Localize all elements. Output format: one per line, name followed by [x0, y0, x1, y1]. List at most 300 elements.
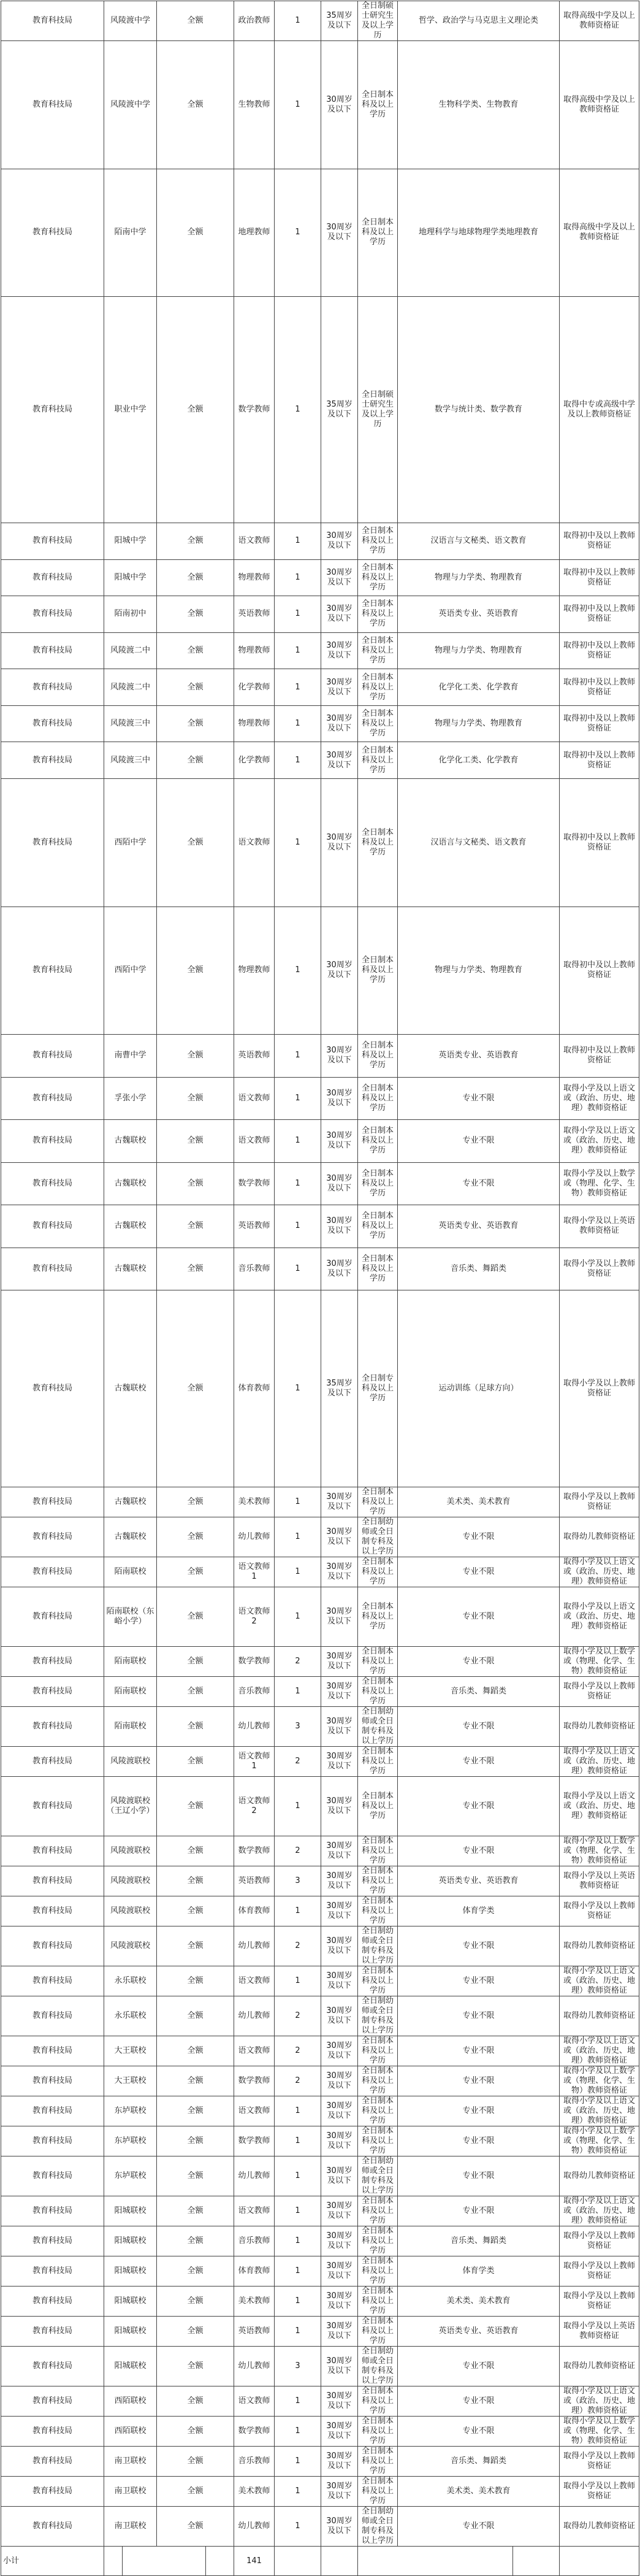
total-empty-cell: [206, 2547, 234, 2576]
education-cell: 全日制本科及以上学历: [358, 907, 398, 1035]
major-cell: 音乐类、舞蹈类: [398, 2226, 560, 2256]
major-cell: 专业不限: [398, 2417, 560, 2447]
post-cell: 幼儿教师: [234, 2347, 275, 2386]
post-cell: 美术教师: [234, 2477, 275, 2507]
count-cell: 1: [275, 559, 321, 596]
type-cell: 全额: [157, 2447, 234, 2477]
table-row: [1, 1677, 639, 1707]
certificate-cell: 取得小学及以上语文或（政治、历史、地理）教师资格证: [560, 1587, 639, 1647]
unit-cell: 阳城联校: [104, 2226, 157, 2256]
education-cell: 全日制专科及以上学历: [358, 1290, 398, 1487]
major-cell: 音乐类、舞蹈类: [398, 1248, 560, 1290]
major-cell: 英语类专业、英语教育: [398, 596, 560, 633]
recruitment-table: [1, 1, 639, 2576]
post-cell: 语文教师2: [234, 1587, 275, 1647]
unit-cell: 风陵渡中学: [104, 41, 157, 169]
unit-cell: 陌南联校（东峪小学）: [104, 1587, 157, 1647]
certificate-cell: 取得小学及以上英语教师资格证: [560, 2317, 639, 2347]
count-cell: 1: [275, 2386, 321, 2417]
count-cell: 1: [275, 1248, 321, 1290]
age-cell: 35周岁及以下: [321, 297, 358, 523]
type-cell: 全额: [157, 1162, 234, 1205]
major-cell: 专业不限: [398, 2386, 560, 2417]
post-cell: 语文教师1: [234, 1747, 275, 1777]
major-cell: 地理科学与地球物理学类地理教育: [398, 169, 560, 297]
certificate-cell: 取得小学及以上数学或（物理、化学、生物）教师资格证: [560, 1836, 639, 1866]
age-cell: 30周岁及以下: [321, 1966, 358, 1996]
certificate-cell: 取得幼儿教师资格证: [560, 2347, 639, 2386]
major-cell: 汉语言与文秘类、语文教育: [398, 523, 560, 560]
age-cell: 35周岁及以下: [321, 1, 358, 41]
certificate-cell: 取得小学及以上教师资格证: [560, 2256, 639, 2287]
table-row: [1, 1517, 639, 1557]
table-row: [1, 1866, 639, 1896]
table-row: [1, 1707, 639, 1747]
unit-cell: 风陵渡联校: [104, 1747, 157, 1777]
education-cell: 全日制本科及以上学历: [358, 2066, 398, 2096]
age-cell: 30周岁及以下: [321, 2417, 358, 2447]
table-row: [1, 1248, 639, 1290]
post-cell: 数学教师: [234, 1162, 275, 1205]
major-cell: 化学化工类、化学教育: [398, 669, 560, 706]
certificate-cell: 取得初中及以上教师资格证: [560, 742, 639, 779]
major-cell: 专业不限: [398, 2036, 560, 2066]
count-cell: 1: [275, 2507, 321, 2547]
count-cell: 1: [275, 1517, 321, 1557]
count-cell: 1: [275, 632, 321, 669]
table-row: [1, 1926, 639, 1966]
type-cell: 全额: [157, 2347, 234, 2386]
certificate-cell: 取得小学及以上语文或（政治、历史、地理）教师资格证: [560, 2196, 639, 2226]
table-row: [1, 2126, 639, 2156]
major-cell: 生物科学类、生物教育: [398, 41, 560, 169]
major-cell: 专业不限: [398, 1747, 560, 1777]
age-cell: 30周岁及以下: [321, 1517, 358, 1557]
dept-cell: 教育科技局: [1, 1836, 104, 1866]
post-cell: 数学教师: [234, 1647, 275, 1677]
dept-cell: 教育科技局: [1, 1647, 104, 1677]
post-cell: 音乐教师: [234, 2447, 275, 2477]
major-cell: 物理与力学类、物理教育: [398, 705, 560, 742]
major-cell: 化学化工类、化学教育: [398, 742, 560, 779]
major-cell: 专业不限: [398, 2066, 560, 2096]
education-cell: 全日制本科及以上学历: [358, 2036, 398, 2066]
post-cell: 幼儿教师: [234, 2156, 275, 2196]
count-cell: 2: [275, 2066, 321, 2096]
major-cell: 专业不限: [398, 1777, 560, 1836]
dept-cell: 教育科技局: [1, 559, 104, 596]
post-cell: 语文教师: [234, 2386, 275, 2417]
dept-cell: 教育科技局: [1, 523, 104, 560]
type-cell: 全额: [157, 2287, 234, 2317]
dept-cell: 教育科技局: [1, 2477, 104, 2507]
type-cell: 全额: [157, 1205, 234, 1248]
type-cell: 全额: [157, 2477, 234, 2507]
major-cell: 专业不限: [398, 1557, 560, 1587]
unit-cell: 西陌联校: [104, 2386, 157, 2417]
certificate-cell: 取得小学及以上语文或（政治、历史、地理）教师资格证: [560, 2036, 639, 2066]
count-cell: 1: [275, 2477, 321, 2507]
count-cell: 1: [275, 1557, 321, 1587]
type-cell: 全额: [157, 1966, 234, 1996]
post-cell: 数学教师: [234, 2417, 275, 2447]
post-cell: 语文教师: [234, 523, 275, 560]
count-cell: 2: [275, 2036, 321, 2066]
count-cell: 1: [275, 1035, 321, 1078]
count-cell: 1: [275, 907, 321, 1035]
table-row: [1, 297, 639, 523]
certificate-cell: 取得初中及以上教师资格证: [560, 907, 639, 1035]
certificate-cell: 取得初中及以上教师资格证: [560, 523, 639, 560]
type-cell: 全额: [157, 1996, 234, 2036]
major-cell: 美术类、美术教育: [398, 2477, 560, 2507]
education-cell: 全日制本科及以上学历: [358, 2417, 398, 2447]
age-cell: 30周岁及以下: [321, 1707, 358, 1747]
unit-cell: 南曹中学: [104, 1035, 157, 1078]
major-cell: 汉语言与文秘类、语文教育: [398, 779, 560, 907]
count-cell: 3: [275, 2347, 321, 2386]
certificate-cell: 取得中专或高级中学及以上教师资格证: [560, 297, 639, 523]
certificate-cell: 取得初中及以上教师资格证: [560, 705, 639, 742]
table-row: [1, 2036, 639, 2066]
certificate-cell: 取得幼儿教师资格证: [560, 2156, 639, 2196]
major-cell: 物理与力学类、物理教育: [398, 907, 560, 1035]
unit-cell: 阳城联校: [104, 2287, 157, 2317]
education-cell: 全日制本科及以上学历: [358, 669, 398, 706]
certificate-cell: 取得小学及以上教师资格证: [560, 2447, 639, 2477]
count-cell: 1: [275, 523, 321, 560]
unit-cell: 陌南中学: [104, 169, 157, 297]
table-row: [1, 1747, 639, 1777]
unit-cell: 永乐联校: [104, 1966, 157, 1996]
education-cell: 全日制本科及以上学历: [358, 1747, 398, 1777]
age-cell: 30周岁及以下: [321, 742, 358, 779]
age-cell: 30周岁及以下: [321, 2256, 358, 2287]
table-row: [1, 1996, 639, 2036]
certificate-cell: 取得小学及以上教师资格证: [560, 1677, 639, 1707]
count-cell: 1: [275, 1587, 321, 1647]
education-cell: 全日制本科及以上学历: [358, 1205, 398, 1248]
total-count-cell: 141: [234, 2547, 275, 2576]
age-cell: 30周岁及以下: [321, 1077, 358, 1120]
table-row: [1, 169, 639, 297]
type-cell: 全额: [157, 1747, 234, 1777]
major-cell: 专业不限: [398, 1162, 560, 1205]
post-cell: 语文教师: [234, 1077, 275, 1120]
table-row: [1, 2256, 639, 2287]
type-cell: 全额: [157, 1647, 234, 1677]
post-cell: 幼儿教师: [234, 2507, 275, 2547]
table-row: [1, 2317, 639, 2347]
table-row: [1, 559, 639, 596]
major-cell: 英语类专业、英语教育: [398, 1205, 560, 1248]
dept-cell: 教育科技局: [1, 1707, 104, 1747]
post-cell: 体育教师: [234, 1896, 275, 1926]
post-cell: 英语教师: [234, 1205, 275, 1248]
post-cell: 语文教师: [234, 1120, 275, 1163]
count-cell: 1: [275, 1205, 321, 1248]
age-cell: 30周岁及以下: [321, 2096, 358, 2126]
unit-cell: 风陵渡中学: [104, 1, 157, 41]
education-cell: 全日制本科及以上学历: [358, 1557, 398, 1587]
table-row: [1, 1, 639, 41]
major-cell: 专业不限: [398, 1996, 560, 2036]
dept-cell: 教育科技局: [1, 1077, 104, 1120]
certificate-cell: 取得小学及以上语文或（政治、历史、地理）教师资格证: [560, 2386, 639, 2417]
education-cell: 全日制硕士研究生及以上学历: [358, 1, 398, 41]
type-cell: 全额: [157, 2066, 234, 2096]
education-cell: 全日制本科及以上学历: [358, 1966, 398, 1996]
post-cell: 英语教师: [234, 1866, 275, 1896]
total-empty-cell: [123, 2547, 206, 2576]
post-cell: 幼儿教师: [234, 1926, 275, 1966]
post-cell: 语文教师1: [234, 1557, 275, 1587]
age-cell: 30周岁及以下: [321, 705, 358, 742]
count-cell: 3: [275, 1707, 321, 1747]
age-cell: 30周岁及以下: [321, 907, 358, 1035]
post-cell: 数学教师: [234, 2066, 275, 2096]
count-cell: 2: [275, 1926, 321, 1966]
post-cell: 幼儿教师: [234, 1517, 275, 1557]
dept-cell: 教育科技局: [1, 1996, 104, 2036]
count-cell: 1: [275, 2317, 321, 2347]
certificate-cell: 取得小学及以上教师资格证: [560, 2287, 639, 2317]
unit-cell: 阳城中学: [104, 523, 157, 560]
dept-cell: 教育科技局: [1, 2196, 104, 2226]
major-cell: 专业不限: [398, 2507, 560, 2547]
count-cell: 1: [275, 2417, 321, 2447]
major-cell: 美术类、美术教育: [398, 2287, 560, 2317]
age-cell: 30周岁及以下: [321, 1248, 358, 1290]
table-row: [1, 1205, 639, 1248]
age-cell: 30周岁及以下: [321, 1836, 358, 1866]
type-cell: 全额: [157, 596, 234, 633]
unit-cell: 古魏联校: [104, 1290, 157, 1487]
total-empty-cell: [321, 2547, 358, 2576]
major-cell: 专业不限: [398, 1647, 560, 1677]
dept-cell: 教育科技局: [1, 2226, 104, 2256]
major-cell: 专业不限: [398, 1966, 560, 1996]
education-cell: 全日制本科及以上学历: [358, 523, 398, 560]
type-cell: 全额: [157, 1677, 234, 1707]
type-cell: 全额: [157, 1777, 234, 1836]
unit-cell: 陌南联校: [104, 1677, 157, 1707]
age-cell: 30周岁及以下: [321, 2126, 358, 2156]
count-cell: 1: [275, 2256, 321, 2287]
type-cell: 全额: [157, 1248, 234, 1290]
education-cell: 全日制本科及以上学历: [358, 1647, 398, 1677]
count-cell: 1: [275, 1896, 321, 1926]
post-cell: 物理教师: [234, 559, 275, 596]
age-cell: 30周岁及以下: [321, 2226, 358, 2256]
total-label-cell: 小计: [1, 2547, 104, 2576]
table-row: [1, 1966, 639, 1996]
count-cell: 1: [275, 169, 321, 297]
education-cell: 全日制幼师或全日制专科及以上学历: [358, 2347, 398, 2386]
age-cell: 30周岁及以下: [321, 779, 358, 907]
type-cell: 全额: [157, 1557, 234, 1587]
dept-cell: 教育科技局: [1, 2347, 104, 2386]
table-row: [1, 523, 639, 560]
certificate-cell: 取得小学及以上英语教师资格证: [560, 1205, 639, 1248]
education-cell: 全日制本科及以上学历: [358, 1896, 398, 1926]
major-cell: 体育学类: [398, 1896, 560, 1926]
table-row: [1, 779, 639, 907]
dept-cell: 教育科技局: [1, 169, 104, 297]
unit-cell: 古魏联校: [104, 1248, 157, 1290]
dept-cell: 教育科技局: [1, 1866, 104, 1896]
age-cell: 30周岁及以下: [321, 2196, 358, 2226]
education-cell: 全日制本科及以上学历: [358, 2126, 398, 2156]
dept-cell: 教育科技局: [1, 1677, 104, 1707]
dept-cell: 教育科技局: [1, 297, 104, 523]
dept-cell: 教育科技局: [1, 907, 104, 1035]
total-row: [1, 2547, 639, 2576]
certificate-cell: 取得小学及以上数学或（物理、化学、生物）教师资格证: [560, 1647, 639, 1677]
major-cell: 物理与力学类、物理教育: [398, 559, 560, 596]
count-cell: 1: [275, 1290, 321, 1487]
dept-cell: 教育科技局: [1, 2096, 104, 2126]
major-cell: 专业不限: [398, 2096, 560, 2126]
age-cell: 30周岁及以下: [321, 41, 358, 169]
age-cell: 30周岁及以下: [321, 669, 358, 706]
certificate-cell: 取得小学及以上数学或（物理、化学、生物）教师资格证: [560, 2417, 639, 2447]
major-cell: 专业不限: [398, 1836, 560, 1866]
certificate-cell: 取得幼儿教师资格证: [560, 2507, 639, 2547]
post-cell: 幼儿教师: [234, 1996, 275, 2036]
certificate-cell: 取得初中及以上教师资格证: [560, 669, 639, 706]
age-cell: 30周岁及以下: [321, 1926, 358, 1966]
major-cell: 专业不限: [398, 2156, 560, 2196]
type-cell: 全额: [157, 559, 234, 596]
count-cell: 1: [275, 1162, 321, 1205]
type-cell: 全额: [157, 2507, 234, 2547]
dept-cell: 教育科技局: [1, 2287, 104, 2317]
certificate-cell: 取得幼儿教师资格证: [560, 1996, 639, 2036]
post-cell: 音乐教师: [234, 1677, 275, 1707]
dept-cell: 教育科技局: [1, 1517, 104, 1557]
certificate-cell: 取得高级中学及以上教师资格证: [560, 1, 639, 41]
age-cell: 30周岁及以下: [321, 559, 358, 596]
unit-cell: 东垆联校: [104, 2156, 157, 2196]
certificate-cell: 取得初中及以上教师资格证: [560, 779, 639, 907]
unit-cell: 东垆联校: [104, 2126, 157, 2156]
education-cell: 全日制硕士研究生及以上学历: [358, 297, 398, 523]
type-cell: 全额: [157, 2196, 234, 2226]
certificate-cell: 取得初中及以上教师资格证: [560, 632, 639, 669]
count-cell: 1: [275, 1120, 321, 1163]
table-row: [1, 1162, 639, 1205]
education-cell: 全日制本科及以上学历: [358, 1077, 398, 1120]
certificate-cell: 取得小学及以上语文或（政治、历史、地理）教师资格证: [560, 1747, 639, 1777]
education-cell: 全日制本科及以上学历: [358, 742, 398, 779]
certificate-cell: 取得幼儿教师资格证: [560, 1926, 639, 1966]
unit-cell: 风陵渡联校: [104, 1896, 157, 1926]
education-cell: 全日制本科及以上学历: [358, 41, 398, 169]
dept-cell: 教育科技局: [1, 2156, 104, 2196]
education-cell: 全日制本科及以上学历: [358, 2477, 398, 2507]
certificate-cell: 取得初中及以上教师资格证: [560, 596, 639, 633]
type-cell: 全额: [157, 907, 234, 1035]
count-cell: 1: [275, 2096, 321, 2126]
table-row: [1, 907, 639, 1035]
major-cell: 专业不限: [398, 1077, 560, 1120]
table-row: [1, 1777, 639, 1836]
total-empty-cell: [560, 2547, 639, 2576]
post-cell: 政治教师: [234, 1, 275, 41]
dept-cell: 教育科技局: [1, 1290, 104, 1487]
unit-cell: 西陌联校: [104, 2417, 157, 2447]
dept-cell: 教育科技局: [1, 632, 104, 669]
dept-cell: 教育科技局: [1, 596, 104, 633]
post-cell: 幼儿教师: [234, 1707, 275, 1747]
type-cell: 全额: [157, 297, 234, 523]
dept-cell: 教育科技局: [1, 2066, 104, 2096]
type-cell: 全额: [157, 1035, 234, 1078]
dept-cell: 教育科技局: [1, 1035, 104, 1078]
dept-cell: 教育科技局: [1, 2447, 104, 2477]
table-row: [1, 2386, 639, 2417]
dept-cell: 教育科技局: [1, 1587, 104, 1647]
table-row: [1, 2507, 639, 2547]
education-cell: 全日制本科及以上学历: [358, 1836, 398, 1866]
count-cell: 2: [275, 1996, 321, 2036]
certificate-cell: 取得小学及以上数学或（物理、化学、生物）教师资格证: [560, 2126, 639, 2156]
type-cell: 全额: [157, 1517, 234, 1557]
count-cell: 1: [275, 2226, 321, 2256]
certificate-cell: 取得小学及以上教师资格证: [560, 1896, 639, 1926]
age-cell: 30周岁及以下: [321, 2507, 358, 2547]
unit-cell: 南卫联校: [104, 2477, 157, 2507]
age-cell: 30周岁及以下: [321, 1557, 358, 1587]
age-cell: 35周岁及以下: [321, 1290, 358, 1487]
post-cell: 数学教师: [234, 1836, 275, 1866]
unit-cell: 风陵渡二中: [104, 669, 157, 706]
certificate-cell: 取得幼儿教师资格证: [560, 1517, 639, 1557]
type-cell: 全额: [157, 1487, 234, 1517]
type-cell: 全额: [157, 779, 234, 907]
dept-cell: 教育科技局: [1, 1966, 104, 1996]
post-cell: 物理教师: [234, 907, 275, 1035]
education-cell: 全日制本科及以上学历: [358, 2226, 398, 2256]
unit-cell: 风陵渡联校: [104, 1866, 157, 1896]
education-cell: 全日制幼师或全日制专科及以上学历: [358, 1926, 398, 1966]
age-cell: 30周岁及以下: [321, 1896, 358, 1926]
certificate-cell: 取得小学及以上数学或（物理、化学、生物）教师资格证: [560, 2066, 639, 2096]
dept-cell: 教育科技局: [1, 1557, 104, 1587]
table-row: [1, 41, 639, 169]
post-cell: 音乐教师: [234, 1248, 275, 1290]
table-row: [1, 2447, 639, 2477]
certificate-cell: 取得小学及以上教师资格证: [560, 2226, 639, 2256]
dept-cell: 教育科技局: [1, 1487, 104, 1517]
count-cell: 1: [275, 2126, 321, 2156]
type-cell: 全额: [157, 669, 234, 706]
education-cell: 全日制本科及以上学历: [358, 559, 398, 596]
dept-cell: 教育科技局: [1, 1777, 104, 1836]
age-cell: 30周岁及以下: [321, 2066, 358, 2096]
table-row: [1, 2066, 639, 2096]
post-cell: 英语教师: [234, 2317, 275, 2347]
post-cell: 物理教师: [234, 632, 275, 669]
count-cell: 1: [275, 2287, 321, 2317]
dept-cell: 教育科技局: [1, 2507, 104, 2547]
certificate-cell: 取得小学及以上语文或（政治、历史、地理）教师资格证: [560, 1557, 639, 1587]
unit-cell: 风陵渡二中: [104, 632, 157, 669]
unit-cell: 古魏联校: [104, 1487, 157, 1517]
dept-cell: 教育科技局: [1, 742, 104, 779]
unit-cell: 大王联校: [104, 2036, 157, 2066]
